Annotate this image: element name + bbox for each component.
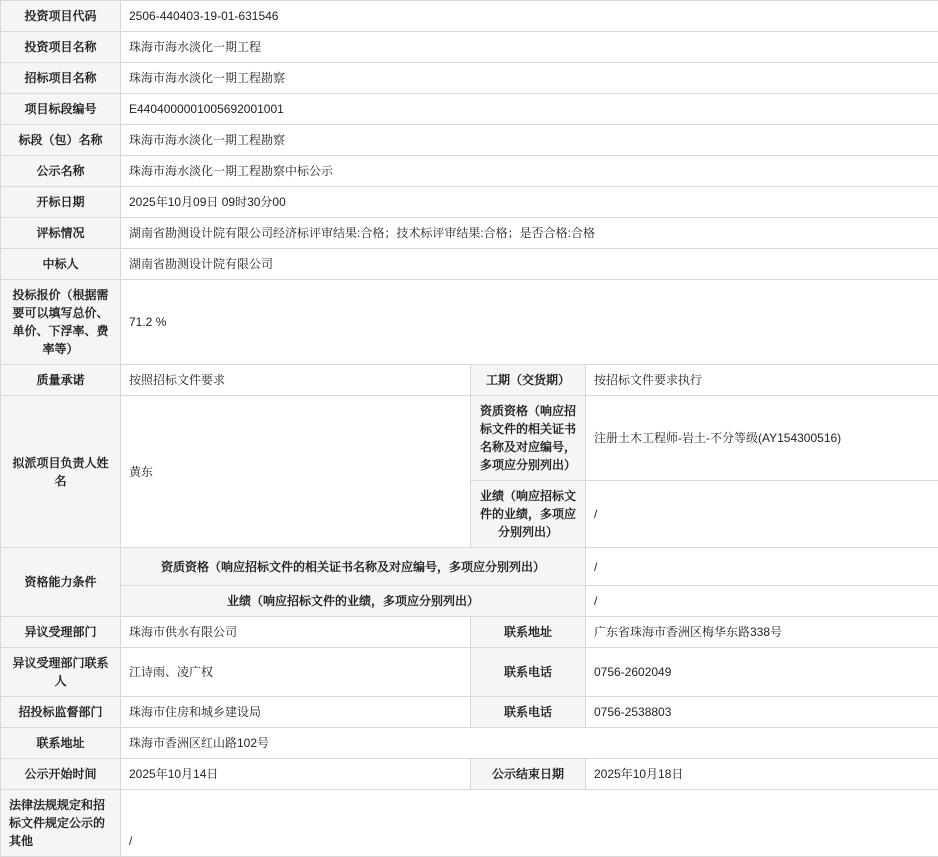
row-value: 2025年10月09日 09时30分00 (121, 187, 938, 218)
sub-value-capability-qualification: / (586, 548, 938, 586)
row-label-contact-phone: 联系电话 (471, 648, 586, 697)
table-row (1, 187, 938, 218)
sub-label-leader-qualification: 资质资格（响应招标文件的相关证书名称及对应编号，多项应分别列出） (471, 396, 586, 481)
row-value-supervision-phone: 0756-2538803 (586, 697, 938, 728)
row-label-contact-address: 联系地址 (471, 617, 586, 648)
row-value-other: / (121, 790, 938, 857)
row-label: 评标情况 (1, 218, 121, 249)
row-label-duration: 工期（交货期） (471, 365, 586, 396)
table-row (1, 697, 938, 728)
table-row (1, 32, 938, 63)
table-row (1, 617, 938, 648)
row-label: 中标人 (1, 249, 121, 280)
row-value: 2506-440403-19-01-631546 (121, 1, 938, 32)
row-label: 投资项目代码 (1, 1, 121, 32)
row-value: 珠海市海水淡化一期工程 (121, 32, 938, 63)
row-label: 标段（包）名称 (1, 125, 121, 156)
row-value-supervision-dept: 珠海市住房和城乡建设局 (121, 697, 471, 728)
row-value: 珠海市海水淡化一期工程勘察 (121, 63, 938, 94)
sub-label-leader-performance: 业绩（响应招标文件的业绩，多项应分别列出） (471, 481, 586, 548)
row-label: 投标报价（根据需要可以填写总价、单价、下浮率、费率等） (1, 280, 121, 365)
row-label-end-date: 公示结束日期 (471, 759, 586, 790)
table-row (1, 156, 938, 187)
row-label-start-date: 公示开始时间 (1, 759, 121, 790)
row-value-end-date: 2025年10月18日 (586, 759, 938, 790)
row-value-objection-contact: 江诗雨、凌广权 (121, 648, 471, 697)
table-row-leader-qualification (1, 396, 938, 481)
table-row (1, 648, 938, 697)
row-label: 开标日期 (1, 187, 121, 218)
row-value-address: 珠海市香洲区红山路102号 (121, 728, 938, 759)
row-label-quality: 质量承诺 (1, 365, 121, 396)
row-label: 项目标段编号 (1, 94, 121, 125)
row-value-quality: 按照招标文件要求 (121, 365, 471, 396)
row-label: 公示名称 (1, 156, 121, 187)
table-row (1, 63, 938, 94)
row-label-leader: 拟派项目负责人姓名 (1, 396, 121, 548)
row-value: E4404000001005692001001 (121, 94, 938, 125)
table-row (1, 759, 938, 790)
row-value: 湖南省勘测设计院有限公司 (121, 249, 938, 280)
row-value: 71.2 % (121, 280, 938, 365)
row-label-supervision-dept: 招投标监督部门 (1, 697, 121, 728)
table-row (1, 249, 938, 280)
row-value-objection-dept: 珠海市供水有限公司 (121, 617, 471, 648)
table-row (1, 1, 938, 32)
row-label-supervision-phone: 联系电话 (471, 697, 586, 728)
table-row-capability-performance (1, 586, 938, 617)
row-label-address: 联系地址 (1, 728, 121, 759)
row-value-duration: 按招标文件要求执行 (586, 365, 938, 396)
row-value-contact-address: 广东省珠海市香洲区梅华东路338号 (586, 617, 938, 648)
sub-label-capability-performance: 业绩（响应招标文件的业绩，多项应分别列出） (121, 586, 586, 617)
row-label: 招标项目名称 (1, 63, 121, 94)
row-value: 珠海市海水淡化一期工程勘察中标公示 (121, 156, 938, 187)
table-row-quality (1, 365, 938, 396)
sub-value-leader-performance: / (586, 481, 938, 548)
row-label-capability: 资格能力条件 (1, 548, 121, 617)
row-label-objection-contact: 异议受理部门联系人 (1, 648, 121, 697)
row-value-leader-name: 黄东 (121, 396, 471, 548)
row-value-start-date: 2025年10月14日 (121, 759, 471, 790)
table-row (1, 125, 938, 156)
sub-label-capability-qualification: 资质资格（响应招标文件的相关证书名称及对应编号，多项应分别列出） (121, 548, 586, 586)
row-value-contact-phone: 0756-2602049 (586, 648, 938, 697)
row-label-other: 法律法规规定和招标文件规定公示的其他 (1, 790, 121, 857)
sub-value-capability-performance: / (586, 586, 938, 617)
table-row-bid-price (1, 280, 938, 365)
table-row (1, 728, 938, 759)
row-label-objection-dept: 异议受理部门 (1, 617, 121, 648)
table-row-capability-qualification (1, 548, 938, 586)
table-row-other (1, 790, 938, 857)
row-label: 投资项目名称 (1, 32, 121, 63)
table-row (1, 94, 938, 125)
row-value: 湖南省勘测设计院有限公司经济标评审结果:合格；技术标评审结果:合格；是否合格:合格 (121, 218, 938, 249)
row-value: 珠海市海水淡化一期工程勘察 (121, 125, 938, 156)
sub-value-leader-qualification: 注册土木工程师-岩土-不分等级(AY154300516) (586, 396, 938, 481)
table-row (1, 218, 938, 249)
